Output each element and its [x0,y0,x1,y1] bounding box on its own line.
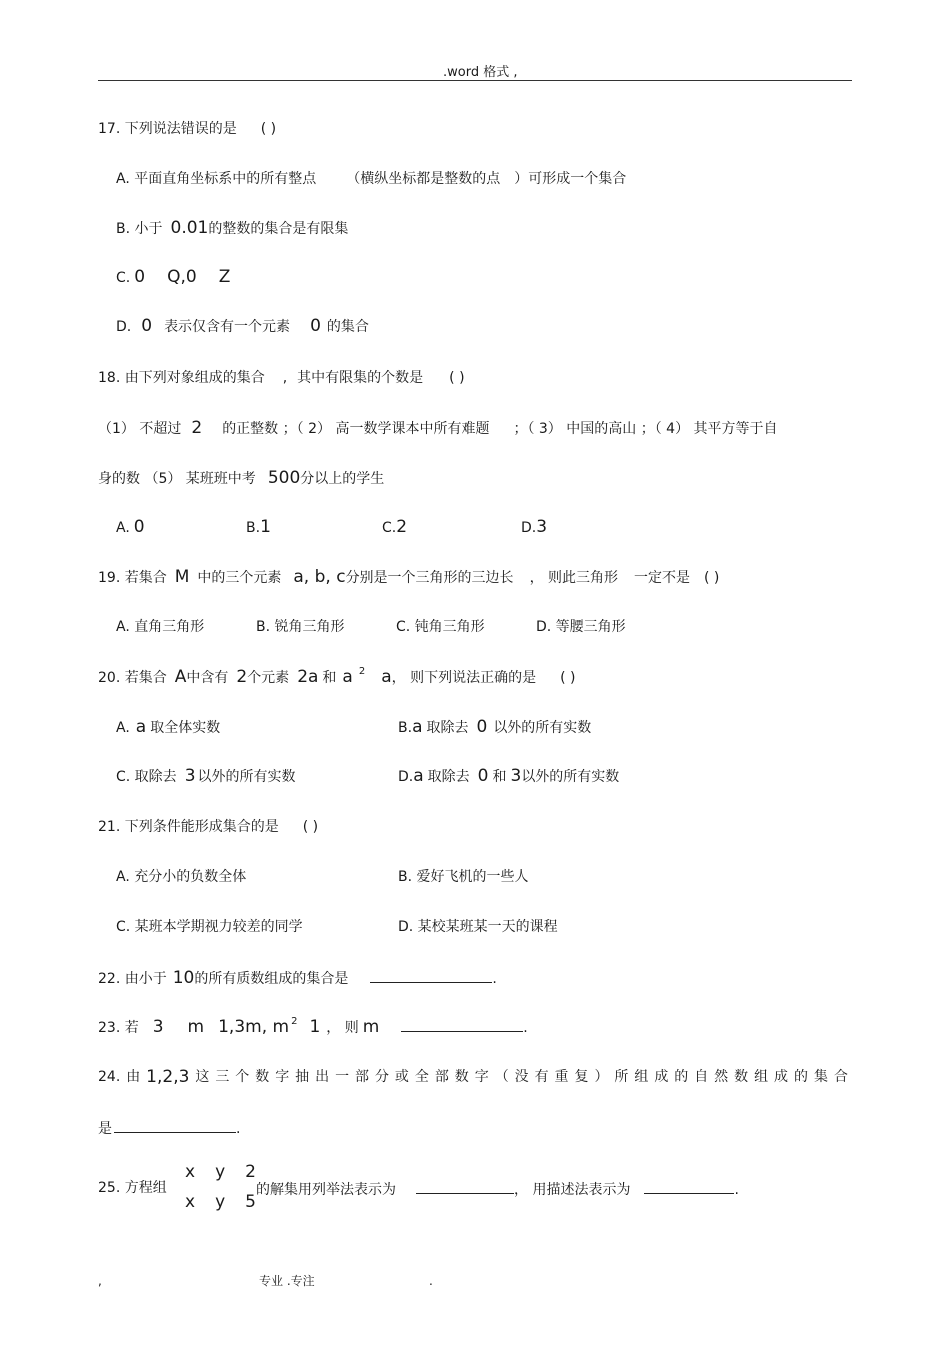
q24-char: 集 [813,1069,828,1085]
q17-option-a: A. 平面直角坐标系中的所有整点 （横纵坐标都是整数的点 ）可形成一个集合 [116,171,627,187]
q19-option-c: C. 钝角三角形 [396,619,485,635]
q24-char: 数 [454,1069,469,1085]
q22-answer-blank[interactable] [370,968,492,983]
q24-char: 部 [355,1069,370,1085]
question-20: 20. 若集合 A中含有 2个元素 2a 和 a $^2$ a， 则下列说法正确的是 ( ) [98,666,576,687]
question-23: 23. 若 3 m 1,3m, m $^2$ 1 ， 则 m . [98,1016,528,1037]
page-header: .word 格式 , [443,65,518,80]
q24-char: 的 [793,1069,808,1085]
q24-char: 字 [474,1069,489,1085]
q24-char: 字 [275,1069,290,1085]
q24-char: 这 [195,1069,210,1085]
q24-char: 复 [574,1069,589,1085]
q24-char: 分 [374,1069,389,1085]
question-21: 21. 下列条件能形成集合的是 ( ) [98,819,319,835]
question-17: 17. 下列说法错误的是 ( ) [98,121,277,137]
question-25: 的解集用列举法表示为 ， 用描述法表示为 . [256,1179,739,1199]
footer-center: 专业 .专注 [259,1274,315,1288]
question-19: 19. 若集合 M 中的三个元素 a, b, c分别是一个三角形的三边长 ， 则此三角形 一定不是 ( ) [98,567,720,587]
q24-char: 三 [215,1069,230,1085]
q18-line-1: （1） 不超过 2 的正整数 ；（ 2） 高一数学课本中所有难题 ；（ 3） 中国的高山 ；（ 4） 其平方等于自 [98,418,778,438]
q24-char: 数 [734,1069,749,1085]
q24-char: 重 [554,1069,569,1085]
q24-char: 1,2,3 [146,1067,190,1087]
q20-option-d: D.a 取除去 0 和 3以外的所有实数 [398,766,620,786]
q25-description-blank[interactable] [644,1179,734,1194]
q23-answer-blank[interactable] [401,1017,523,1032]
q25-equation-row-1: x y 2 [185,1162,256,1182]
question-22: 22. 由小于 10的所有质数组成的集合是 . [98,968,497,988]
q24-char: 有 [534,1069,549,1085]
q21-option-c: C. 某班本学期视力较差的同学 [116,919,303,935]
q18-line-2: 身的数 （5） 某班班中考 500分以上的学生 [98,468,385,488]
q24-char: 一 [335,1069,350,1085]
q20-option-a: A. a 取全体实数 [116,717,221,737]
q24-char: 成 [654,1069,669,1085]
q24-char: 组 [634,1069,649,1085]
q24-char: 所 [614,1069,629,1085]
q24-char: 出 [315,1069,330,1085]
q24-char: 成 [774,1069,789,1085]
q24-char: 然 [714,1069,729,1085]
q20-option-c: C. 取除去 3 以外的所有实数 [116,766,296,786]
q24-answer-blank[interactable] [114,1118,236,1133]
q24-char: 个 [235,1069,250,1085]
footer-right: . [429,1274,433,1288]
q17-option-b: B. 小于 0.01的整数的集合是有限集 [116,218,349,238]
q24-char: 组 [754,1069,769,1085]
q24-char: 部 [434,1069,449,1085]
q19-option-d: D. 等腰三角形 [536,619,626,635]
q18-option-b: B.1 [246,517,271,537]
q24-char: 合 [833,1069,848,1085]
q24-char: 自 [694,1069,709,1085]
q21-option-b: B. 爱好飞机的一些人 [398,869,529,885]
q24-char: 的 [674,1069,689,1085]
q24-char: 全 [414,1069,429,1085]
q21-option-a: A. 充分小的负数全体 [116,869,247,885]
q20-option-b: B.a 取除去 0 以外的所有实数 [398,717,592,737]
q17-option-c: C. 0 Q,0 Z [116,267,231,287]
q18-option-d: D.3 [521,517,548,537]
q24-char: 或 [394,1069,409,1085]
q24-char: 24. [98,1069,121,1085]
q24-char: （ [494,1069,509,1085]
q25-roster-blank[interactable] [416,1179,514,1194]
header-rule [98,80,852,81]
q18-option-a: A. 0 [116,517,145,537]
q18-option-c: C.2 [382,517,408,537]
question-24-line-2: 是 . [98,1118,240,1138]
q19-option-a: A. 直角三角形 [116,619,205,635]
q21-option-d: D. 某校某班某一天的课程 [398,919,558,935]
question-18: 18. 由下列对象组成的集合 , 其中有限集的个数是 ( ) [98,370,465,386]
q17-option-d: D. 0 表示仅含有一个元素 0 的集合 [116,316,369,336]
footer-left: , [98,1274,102,1288]
q24-char: ） [594,1069,609,1085]
question-24 [98,1068,848,1086]
q25-equation-row-2: x y 5 [185,1192,256,1212]
question-25-label: 25. 方程组 [98,1180,167,1196]
q24-char: 由 [126,1069,141,1085]
q24-char: 抽 [295,1069,310,1085]
q24-char: 数 [255,1069,270,1085]
q19-option-b: B. 锐角三角形 [256,619,345,635]
q24-char: 没 [514,1069,529,1085]
